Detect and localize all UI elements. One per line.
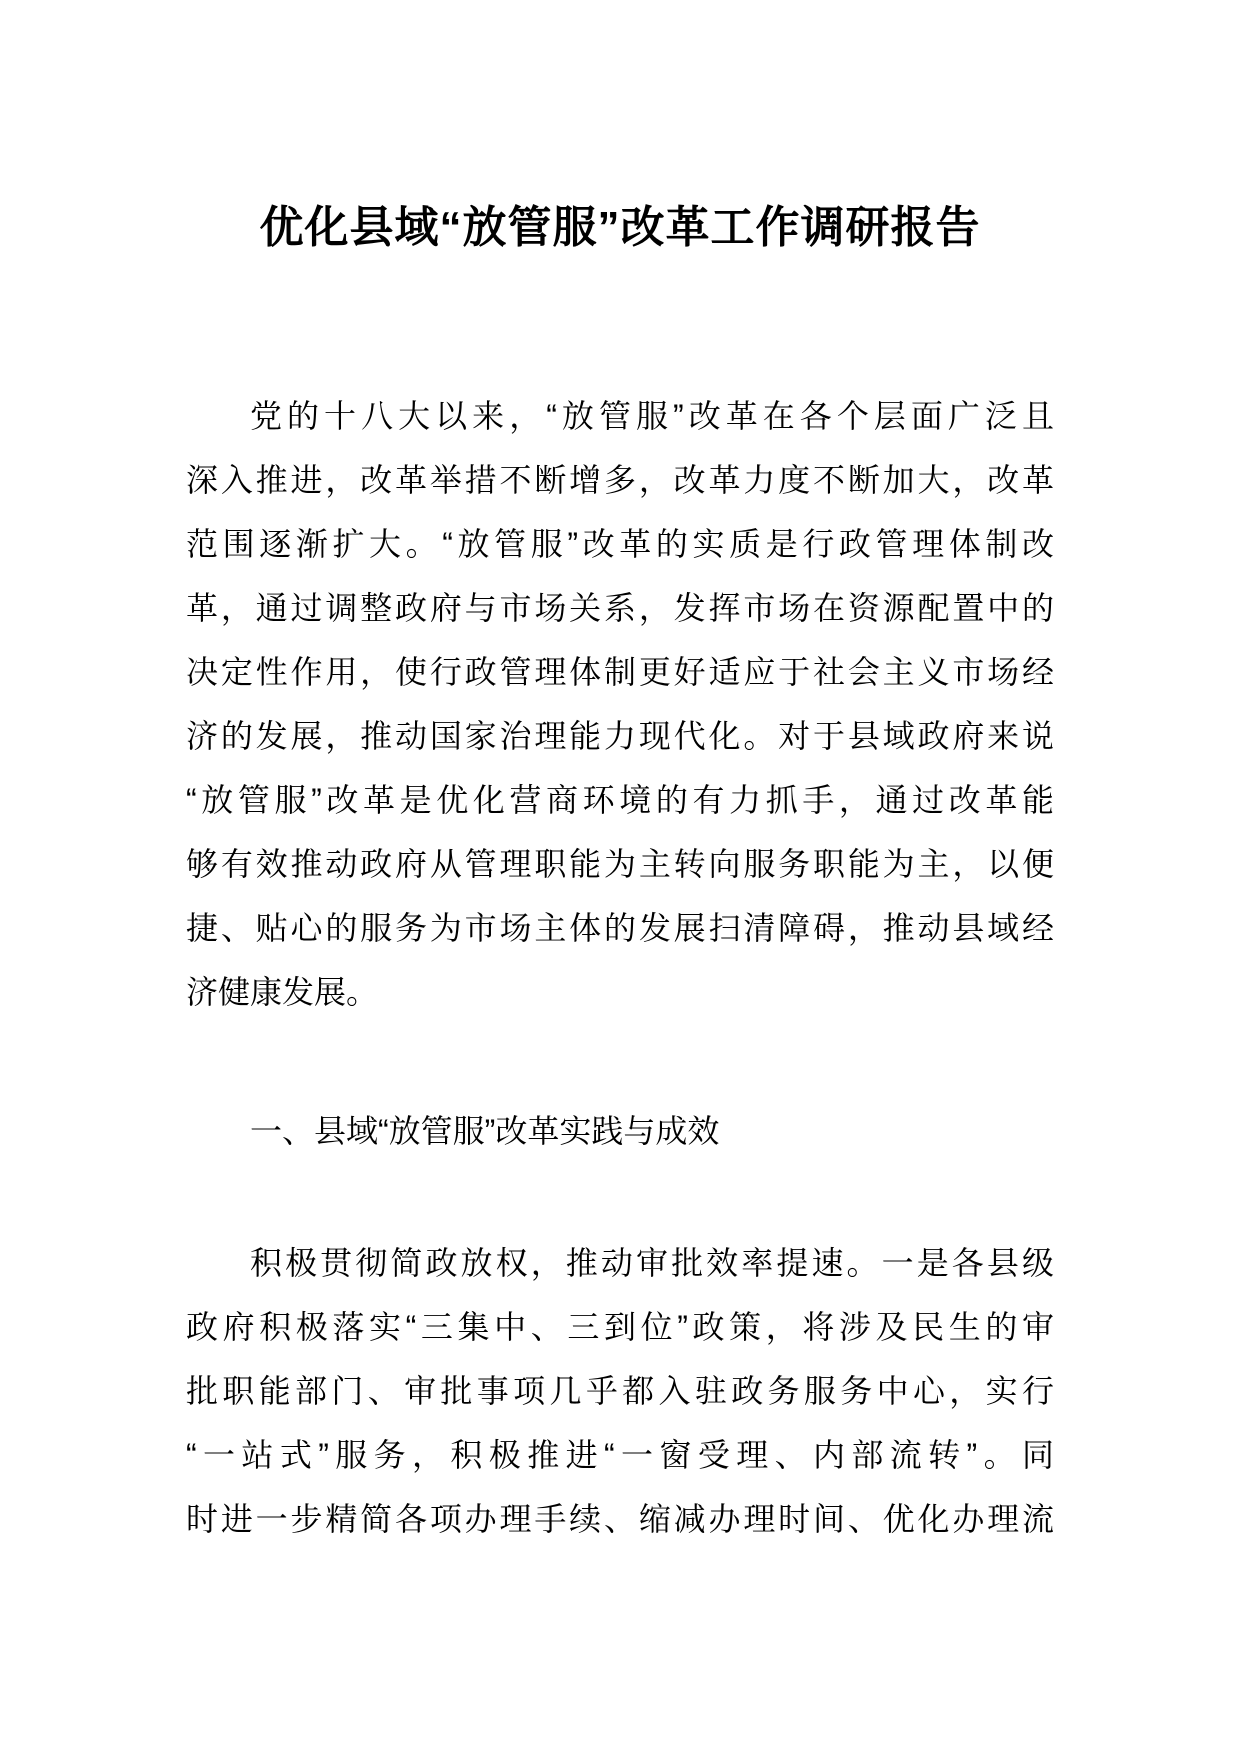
text-line: 批职能部门、审批事项几乎都入驻政务服务中心，实行 [186, 1373, 1054, 1409]
text-line: 济的发展，推动国家治理能力现代化。对于县域政府来说 [186, 718, 1054, 754]
text-line: 范围逐渐扩大。“放管服”改革的实质是行政管理体制改 [186, 526, 1054, 562]
document-title: 优化县域“放管服”改革工作调研报告 [259, 203, 981, 252]
text-line: 积极贯彻简政放权，推动审批效率提速。一是各县级 [250, 1245, 1054, 1281]
paragraph [186, 1231, 1054, 1551]
paragraph [186, 384, 1054, 1024]
text-line: “一站式”服务，积极推进“一窗受理、内部流转”。同 [186, 1437, 1054, 1473]
section-heading [186, 1099, 1054, 1163]
text-line: “放管服”改革是优化营商环境的有力抓手，通过改革能 [186, 782, 1054, 818]
text-line: 党的十八大以来，“放管服”改革在各个层面广泛且 [250, 398, 1054, 434]
text-line: 捷、贴心的服务为市场主体的发展扫清障碍，推动县域经 [186, 910, 1054, 946]
text-line: 时进一步精简各项办理手续、缩减办理时间、优化办理流 [186, 1501, 1054, 1537]
heading-text: 一、县域“放管服”改革实践与成效 [250, 1113, 720, 1149]
text-line: 够有效推动政府从管理职能为主转向服务职能为主，以便 [186, 846, 1054, 882]
text-line: 深入推进，改革举措不断增多，改革力度不断加大，改革 [186, 462, 1054, 498]
text-line: 革，通过调整政府与市场关系，发挥市场在资源配置中的 [186, 590, 1054, 626]
text-line: 政府积极落实“三集中、三到位”政策，将涉及民生的审 [186, 1309, 1054, 1345]
document-body [186, 384, 1054, 1551]
text-line: 济健康发展。 [186, 974, 379, 1010]
text-line: 决定性作用，使行政管理体制更好适应于社会主义市场经 [186, 654, 1054, 690]
